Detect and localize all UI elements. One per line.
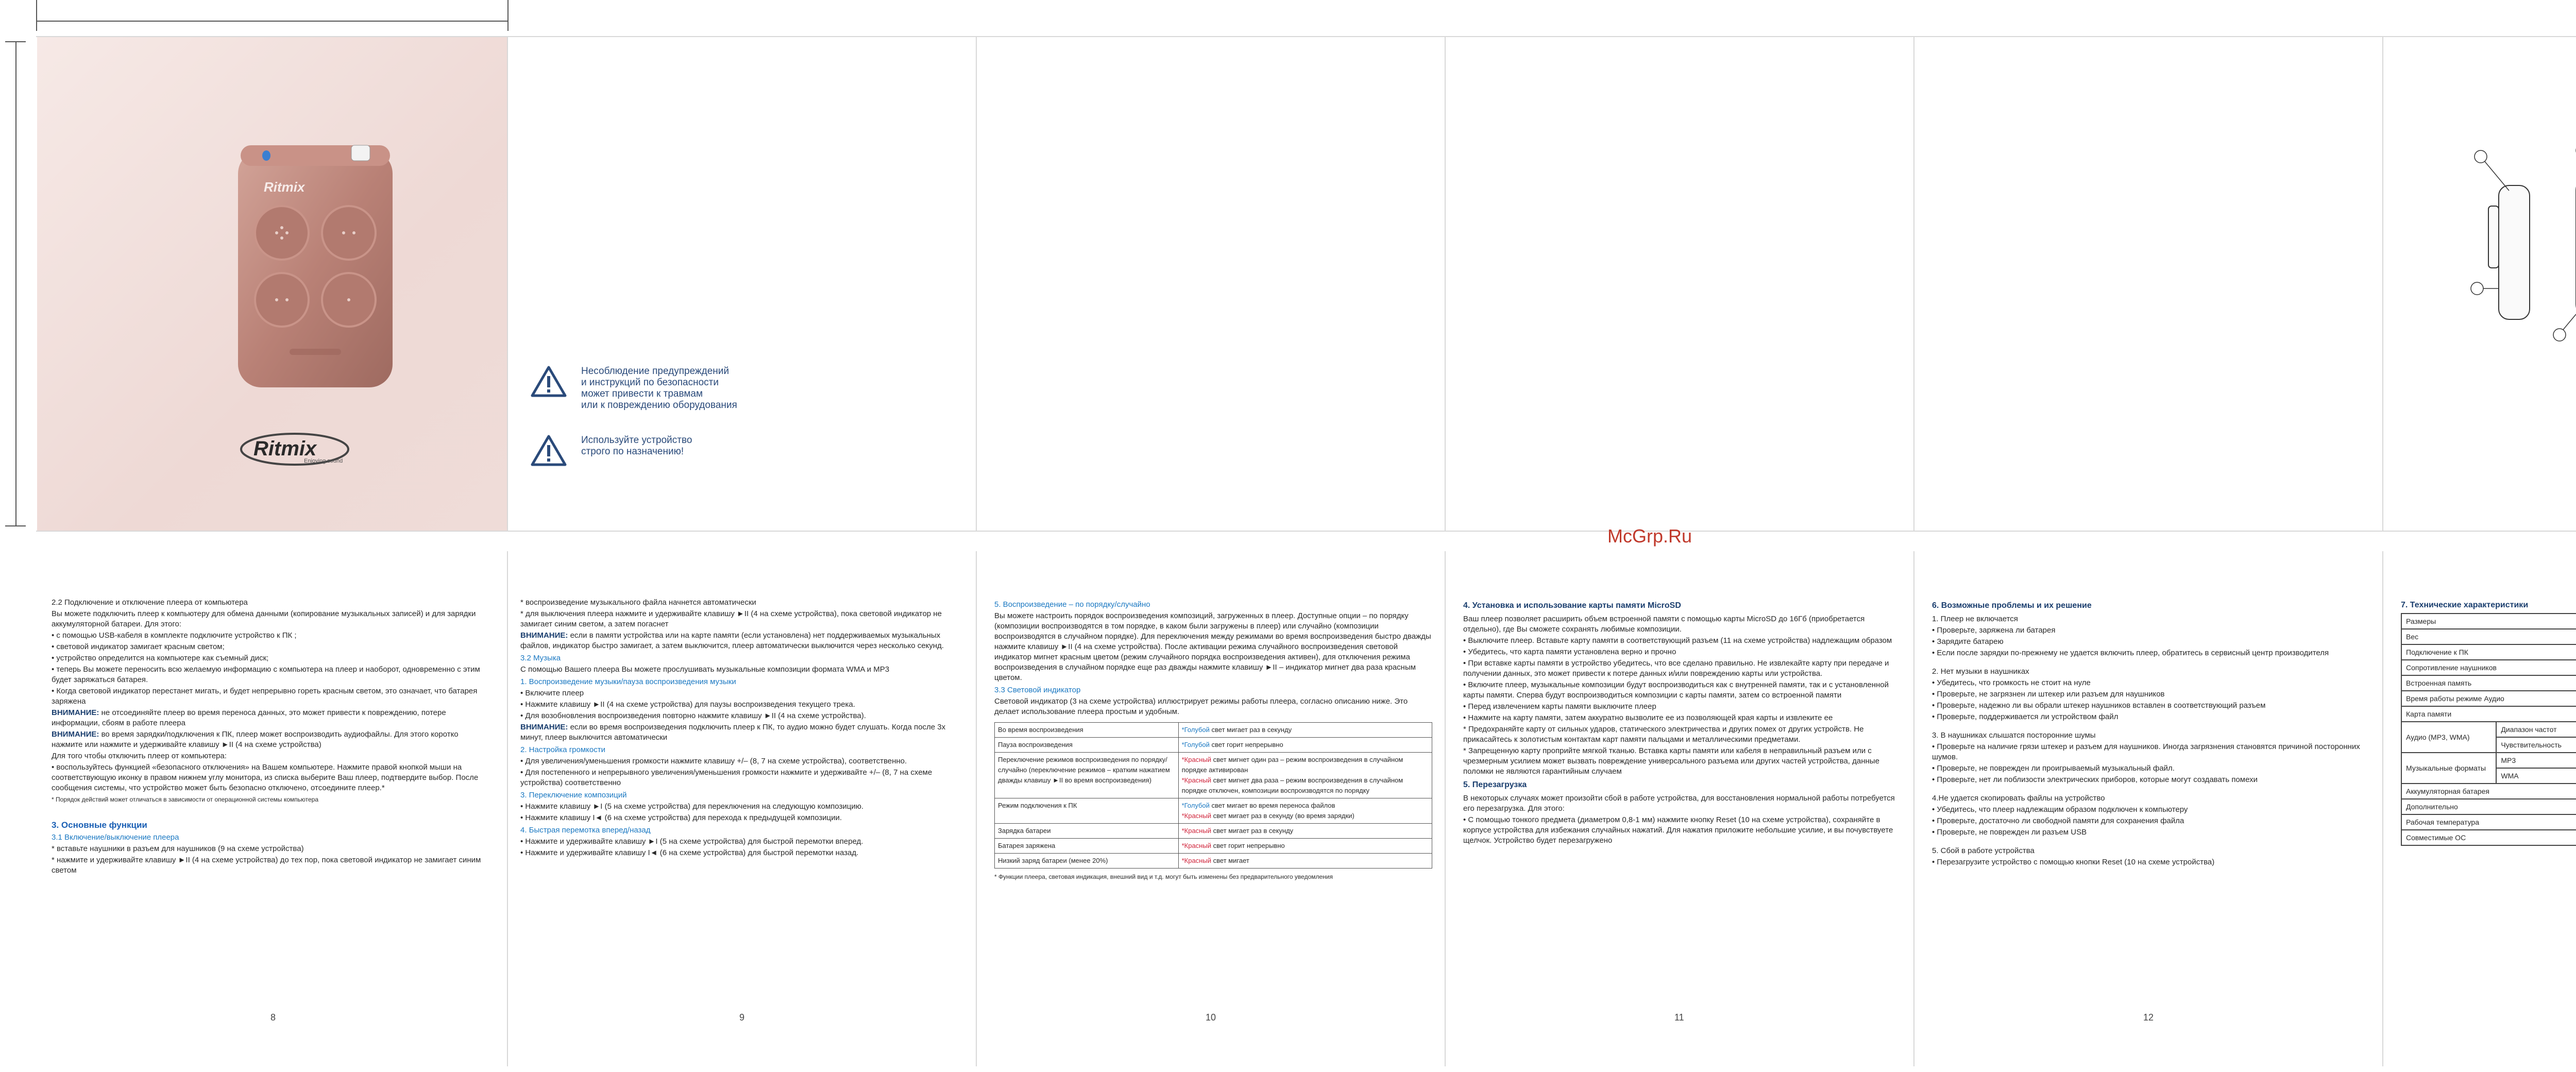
page-number: 12: [2143, 1012, 2154, 1023]
spec-key: MP3: [2496, 753, 2576, 768]
indicator-row: [995, 839, 1432, 854]
warning-text: если в памяти устройства или на карте памяти (если установлена) нет поддерживаемых музыкальных файлов, индикатор быстро замигает, а затем выключится, плеер автоматически выключится через несколько секунд.: [520, 631, 944, 650]
subsection-heading: 5. Воспроизведение – по порядку/случайно: [994, 600, 1150, 609]
footnote: * Функции плеера, световая индикация, внешний вид и т.д. могут быть изменены без предварительного уведомления: [994, 873, 1333, 880]
svg-text:Enjoying sound: Enjoying sound: [304, 458, 343, 464]
spec-key: Диапазон частот: [2496, 722, 2576, 737]
list-item: • Проверьте, достаточно ли свободной памяти для сохранения файла: [1932, 816, 2184, 825]
warning-text: не отсоединяйте плеер во время переноса данных, это может привести к повреждению, потере информации, сбоям в работе плеера: [52, 708, 446, 727]
warnings-block: [531, 366, 963, 467]
indicator-row: [995, 723, 1432, 738]
list-item: [1932, 659, 2370, 666]
section-heading: 6. Возможные проблемы и их решение: [1932, 601, 2092, 610]
spec-key: Дополнительно: [2401, 799, 2576, 814]
list-item: • Убедитесь, что плеер надлежащим образом подключен к компьютеру: [1932, 805, 2188, 814]
warning-line: или к повреждению оборудования: [581, 400, 737, 411]
paragraph: • Включите плеер, музыкальные композиции будут воспроизводиться как с внутренней памяти, так и с установленной карты памяти. Сперва будут воспроизводиться композиции с карты памяти, затем со встроенной памяти: [1463, 680, 1889, 700]
list-item: • Нажмите клавишу ►I (5 на схеме устройства) для переключения на следующую композицию.: [520, 802, 864, 811]
list-item: • Проверьте, поддерживается ли устройством файл: [1932, 712, 2119, 721]
indicator-color: Голубой: [1184, 726, 1210, 734]
subsection-heading: 3.1 Включение/выключение плеера: [52, 833, 179, 842]
paragraph: • Убедитесь, что карта памяти установлена верно и прочно: [1463, 648, 1676, 656]
list-item: [1932, 839, 2370, 845]
page-number: 8: [270, 1012, 276, 1023]
list-item: • Проверьте, нет ли поблизости электрических приборов, которые могут создавать помехи: [1932, 775, 2258, 784]
paragraph: * нажмите и удерживайте клавишу ►II (4 на схеме устройства) до тех пор, пока световой индикатор не замигает синим светом: [52, 856, 481, 875]
paragraph: Для того чтобы отключить плеер от компьютера:: [52, 752, 227, 760]
paragraph: • При вставке карты памяти в устройство убедитесь, что все сделано правильно. Не извлекайте карту при передаче и получении данных, это может привести к потере данных и/или повреждению карты или устройства.: [1463, 659, 1889, 678]
spec-key: Вес: [2401, 629, 2576, 644]
list-item: • Проверьте, не поврежден ли разъем USB: [1932, 828, 2087, 837]
spec-key: Размеры: [2401, 614, 2576, 629]
indicator-color: Красный: [1184, 842, 1211, 849]
warning-line: Несоблюдение предупреждений: [581, 366, 730, 377]
paragraph: * Запрещенную карту проприйте мягкой тканью. Вставка карты памяти или кабеля в неправильный разъем или с чрезмерным усилием может вызвать повреждение универсального разъема или других частей устройства, данные поломки не являются гарантийным случаем: [1463, 746, 1879, 776]
spec-row: [2401, 784, 2576, 799]
section-heading: 7. Технические характеристики: [2401, 601, 2529, 609]
spec-row: [2401, 614, 2576, 629]
spec-row: [2401, 722, 2576, 737]
spec-key: Рабочая температура: [2401, 814, 2576, 830]
page-11: [1463, 598, 1901, 847]
indicator-desc: свет мигает: [1211, 857, 1249, 864]
warning-triangle-icon: [531, 366, 567, 398]
warning-triangle-icon: [531, 435, 567, 467]
crop-mark: [507, 0, 509, 31]
warning-line: может привести к травмам: [581, 388, 703, 399]
list-item: 5. Сбой в работе устройства: [1932, 846, 2035, 855]
spec-key: Подключение к ПК: [2401, 644, 2576, 660]
paragraph: В некоторых случаях может произойти сбой в работе устройства, для восстановления нормальной работы потребуется его перезагрузка. Для этого:: [1463, 794, 1895, 813]
paragraph: * воспроизведение музыкального файла начнется автоматически: [520, 598, 756, 607]
page-8: [52, 598, 489, 877]
spec-row: [2401, 814, 2576, 830]
section-heading: 4. Установка и использование карты памяти MicroSD: [1463, 601, 1681, 610]
indicator-mode: Во время воспроизведения: [995, 723, 1179, 738]
list-item: • Нажмите клавишу I◄ (6 на схеме устройства) для перехода к предыдущей композиции.: [520, 813, 842, 822]
paragraph: • Нажмите на карту памяти, затем аккуратно вызволите ее из позволяющей края карты и извлеките ее: [1463, 713, 1833, 722]
warning-text: во время зарядки/подключения к ПК, плеер может воспроизводить аудиофайлы. Для этого коротко нажмите или нажмите и удерживайте клавишу ►II (4 на схеме устройства): [52, 730, 459, 749]
spec-group: Музыкальные форматы: [2401, 753, 2496, 784]
spec-row: [2401, 691, 2576, 706]
spec-row: [2401, 706, 2576, 722]
spec-key: Карта памяти: [2401, 706, 2576, 722]
indicator-desc: свет мигает раз в секунду (во время зарядки): [1211, 812, 1354, 820]
list-item: • Проверьте, надежно ли вы обрали штекер наушников вставлен в соответствующий разъем: [1932, 701, 2266, 710]
indicator-color: Голубой: [1184, 802, 1210, 809]
list-item: • Для увеличения/уменьшения громкости нажмите клавишу +/– (8, 7 на схеме устройства), соответственно.: [520, 757, 907, 765]
spec-key: WMA: [2496, 768, 2576, 784]
indicator-state: *Красный свет мигнет один раз – режим воспроизведения в случайном порядке активирован *Красный свет мигнет два раза – режим воспроизведения в случайном порядке отключен, композиции воспроизводятся по порядку: [1178, 753, 1432, 798]
list-item: • Для возобновления воспроизведения повторно нажмите клавишу ►II (4 на схеме устройства).: [520, 711, 866, 720]
spec-row: [2401, 799, 2576, 814]
crop-mark: [5, 41, 26, 42]
list-item: • Проверьте, заряжена ли батарея: [1932, 626, 2056, 635]
list-item: 4.Не удается скопировать файлы на устройство: [1932, 794, 2105, 803]
spec-row: [2401, 629, 2576, 644]
subsection-heading: 2. Настройка громкости: [520, 745, 605, 754]
indicator-row: [995, 824, 1432, 839]
paragraph: * вставьте наушники в разъем для наушников (9 на схеме устройства): [52, 844, 304, 853]
indicator-mode: Пауза воспроизведения: [995, 738, 1179, 753]
indicator-row: [995, 854, 1432, 869]
paragraph: • теперь Вы можете переносить всю желаемую информацию с компьютера на плеер и наоборот, одновременно с этим будет заряжаться батарея.: [52, 665, 480, 684]
paragraph: • Перед извлечением карты памяти выключите плеер: [1463, 702, 1656, 711]
subsection-heading: 3.2 Музыка: [520, 654, 561, 662]
list-item: 3. В наушниках слышатся посторонние шумы: [1932, 731, 2096, 740]
indicator-state: *Красный свет горит непрерывно: [1178, 839, 1432, 854]
warning-label: ВНИМАНИЕ:: [520, 631, 568, 640]
indicator-mode: Режим подключения к ПК: [995, 798, 1179, 824]
indicator-table: [994, 722, 1432, 869]
footnote: * Порядок действий может отличаться в зависимости от операционной системы компьютера: [52, 796, 318, 803]
spec-group: Аудио (MP3, WMA): [2401, 722, 2496, 753]
paragraph: • Когда световой индикатор перестанет мигать, и будет непрерывно гореть красным светом, это означает, что батарея заряжена: [52, 687, 478, 706]
list-item: • Зарядите батарею: [1932, 637, 2004, 646]
paragraph: * Предохраняйте карту от сильных ударов, статического электричества и других помех от других устройств. Не прикасайтесь к золотистым контактам карт памяти пальцами и металлическими предметами.: [1463, 725, 1864, 744]
indicator-state: *Красный свет мигает раз в секунду: [1178, 824, 1432, 839]
page-number: 9: [739, 1012, 745, 1023]
indicator-state: *Голубой свет горит непрерывно: [1178, 738, 1432, 753]
device-photo: [233, 135, 398, 393]
indicator-row: [995, 798, 1432, 824]
paragraph: • Выключите плеер. Вставьте карту памяти в соответствующий разъем (11 на схеме устройства) надлежащим образом: [1463, 636, 1892, 645]
paragraph: Вы можете подключить плеер к компьютеру для обмена данными (копирование музыкальных записей) и для зарядки аккумуляторной батареи. Для этого:: [52, 609, 476, 628]
list-item: [1932, 786, 2370, 792]
indicator-row: [995, 753, 1432, 798]
spec-key: Совместимые ОС: [2401, 830, 2576, 845]
crop-mark: [36, 0, 37, 31]
subsection-heading: 3. Переключение композиций: [520, 791, 627, 799]
warning-line: строго по назначению!: [581, 446, 684, 457]
spec-row: [2401, 644, 2576, 660]
crop-mark: [36, 21, 507, 22]
warning-line: и инструкций по безопасности: [581, 377, 719, 388]
spec-row: [2401, 660, 2576, 675]
indicator-color: Красный: [1184, 857, 1211, 864]
spec-key: Сопротивление наушников: [2401, 660, 2576, 675]
device-diagram: [2421, 103, 2576, 422]
page-number: 11: [1674, 1012, 1684, 1023]
section-heading: 5. Перезагрузка: [1463, 780, 1527, 789]
indicator-desc: свет горит непрерывно: [1209, 741, 1283, 748]
page-13: [2401, 598, 2576, 846]
paragraph: Ваш плеер позволяет расширить объем встроенной памяти с помощью карты MicroSD до 16Гб (приобретается отдельно), где Вы сможете сохранять любимые композиции.: [1463, 615, 1865, 634]
indicator-desc: свет мигнет два раза – режим воспроизведения в случайном порядке отключен, композиции воспроизводятся по порядку: [1181, 776, 1403, 794]
spec-row: [2401, 830, 2576, 845]
indicator-mode: Зарядка батареи: [995, 824, 1179, 839]
indicator-desc: свет мигает во время переноса файлов: [1209, 802, 1335, 809]
list-item: • Если после зарядки по-прежнему не удается включить плеер, обратитесь в сервисный центр производителя: [1932, 649, 2329, 657]
paragraph: Световой индикатор (3 на схеме устройства) иллюстрирует режимы работы плеера, согласно описанию ниже. Это делает использование плеера простым и удобным.: [994, 697, 1408, 716]
page-10: [994, 598, 1432, 883]
list-item: • Включите плеер: [520, 689, 584, 697]
paragraph: • с помощью USB-кабеля в комплекте подключите устройство к ПК ;: [52, 631, 297, 640]
ritmix-logo: [238, 429, 351, 472]
list-item: • Нажмите и удерживайте клавишу I◄ (6 на схеме устройства) для быстрой перемотки назад.: [520, 848, 859, 857]
spec-table: [2401, 613, 2576, 846]
list-item: 2. Нет музыки в наушниках: [1932, 667, 2029, 676]
indicator-mode: Низкий заряд батареи (менее 20%): [995, 854, 1179, 869]
warning-line: Используйте устройство: [581, 435, 692, 446]
indicator-state: *Голубой свет мигает раз в секунду: [1178, 723, 1432, 738]
indicator-desc: свет горит непрерывно: [1211, 842, 1285, 849]
indicator-state: *Красный свет мигает: [1178, 854, 1432, 869]
indicator-desc: свет мигает раз в секунду: [1211, 827, 1294, 835]
warning-label: ВНИМАНИЕ:: [52, 708, 99, 717]
paragraph: * для выключения плеера нажмите и удерживайте клавишу ►II (4 на схеме устройства), пока световой индикатор не замигает синим светом, а затем погаснет: [520, 609, 942, 628]
svg-text:Ritmix: Ritmix: [253, 437, 317, 460]
indicator-desc: свет мигает раз в секунду: [1209, 726, 1292, 734]
subsection-heading: 1. Воспроизведение музыки/пауза воспроизведения музыки: [520, 677, 736, 686]
indicator-desc: свет мигнет один раз – режим воспроизведения в случайном порядке активирован: [1181, 756, 1403, 774]
paragraph: • устройство определится на компьютере как съемный диск;: [52, 654, 269, 662]
list-item: • Убедитесь, что громкость не стоит на нуле: [1932, 678, 2091, 687]
crop-mark: [5, 525, 26, 526]
indicator-color: Голубой: [1184, 741, 1210, 748]
spec-key: Чувствительность: [2496, 737, 2576, 753]
list-item: • Перезагрузите устройство с помощью кнопки Reset (10 на схеме устройства): [1932, 858, 2215, 866]
indicator-row: [995, 738, 1432, 753]
warning-label: ВНИМАНИЕ:: [520, 723, 568, 731]
spec-row: [2401, 753, 2576, 768]
subsection-heading: 3.3 Световой индикатор: [994, 686, 1081, 694]
crop-mark: [15, 41, 16, 525]
subsection-heading: 4. Быстрая перемотка вперед/назад: [520, 826, 651, 835]
watermark: McGrp.Ru: [1607, 525, 1692, 547]
list-item: 1. Плеер не включается: [1932, 615, 2018, 623]
page-number: 10: [1206, 1012, 1216, 1023]
spec-row: [2401, 675, 2576, 691]
warning-text: если во время воспроизведения подключить плеер к ПК, то аудио можно будет слушать. Когда после 3х минут, плеер выключится автоматически: [520, 723, 946, 742]
warning-label: ВНИМАНИЕ:: [52, 730, 99, 739]
indicator-state: *Голубой свет мигает во время переноса файлов *Красный свет мигает раз в секунду (во время зарядки): [1178, 798, 1432, 824]
spec-key: Время работы режиме Аудио: [2401, 691, 2576, 706]
paragraph: • воспользуйтесь функцией «безопасного отключения» на Вашем компьютере. Нажмите правой кнопкой мыши на соответствующую иконку в правом нижнем углу монитора, из списка выберите Ваш плеер, подтвердите выбор. После сообщения системы, что устройство может быть безопасно отключено, отсоедините плеер.*: [52, 763, 479, 792]
spec-key: Аккумуляторная батарея: [2401, 784, 2576, 799]
list-item: • Проверьте, не поврежден ли проигрываемый музыкальный файл.: [1932, 764, 2175, 773]
list-item: • Нажмите и удерживайте клавишу ►I (5 на схеме устройства) для быстрой перемотки вперед.: [520, 837, 863, 846]
list-item: • Проверьте, не загрязнен ли штекер или разъем для наушников: [1932, 690, 2165, 699]
list-item: [1932, 723, 2370, 729]
list-item: • Проверьте на наличие грязи штекер и разъем для наушников. Иногда загрязнения становятся причиной посторонних шумов.: [1932, 742, 2360, 761]
page-9: [520, 598, 963, 859]
paragraph: • С помощью тонкого предмета (диаметром 0,8-1 мм) нажмите кнопку Reset (10 на схеме устройства), сохраняйте в корпусе устройства для избежания случайных нажатий. Для нажатия приложите небольшие усилие, и вы почувствуете щелчок. Устройство будет перезагружено: [1463, 815, 1893, 845]
svg-text:Ritmix: Ritmix: [264, 179, 305, 195]
cover-panel: [37, 37, 507, 531]
list-item: • Для постепенного и непрерывного увеличения/уменьшения громкости нажмите и удерживайте +/– (8, 7 на схеме устройства) соответственно: [520, 768, 933, 787]
indicator-mode: Батарея заряжена: [995, 839, 1179, 854]
spec-key: Встроенная память: [2401, 675, 2576, 691]
section-heading: 3. Основные функции: [52, 820, 147, 830]
indicator-color: Красный: [1184, 756, 1211, 763]
indicator-color: Красный: [1184, 812, 1211, 820]
indicator-color: Красный: [1184, 827, 1211, 835]
list-item: • Нажмите клавишу ►II (4 на схеме устройства) для паузы воспроизведения текущего трека.: [520, 700, 855, 709]
paragraph: Вы можете настроить порядок воспроизведения композиций, загруженных в плеер. Доступные опции – по порядку (композиции воспроизводятся в том порядке, в каком были загружены в плеер) или случайно (композиции воспроизводятся в случайном порядке). Для переключения между режимами во время воспроизведения быстро дважды нажмите клавишу ►II (4 на схеме устройства). После активации режима случайного воспроизведения световой индикатор мигнет красным цветом (режим случайного порядка воспроизведения активен), для отключения режима воспроизведения в случайном порядке еще раз дважды нажмите клавишу ►II – индикатор мигнет два раза красным цветом.: [994, 611, 1431, 682]
paragraph: • световой индикатор замигает красным светом;: [52, 642, 225, 651]
page-12: [1932, 598, 2370, 869]
paragraph: 2.2 Подключение и отключение плеера от компьютера: [52, 598, 248, 607]
paragraph: С помощью Вашего плеера Вы можете прослушивать музыкальные композиции формата WMA и MP3: [520, 665, 890, 674]
indicator-color: Красный: [1184, 776, 1211, 784]
indicator-mode: Переключение режимов воспроизведения по порядку/случайно (переключение режимов – кратким нажатием дважды клавишу ►II во время воспроизведения): [995, 753, 1179, 798]
